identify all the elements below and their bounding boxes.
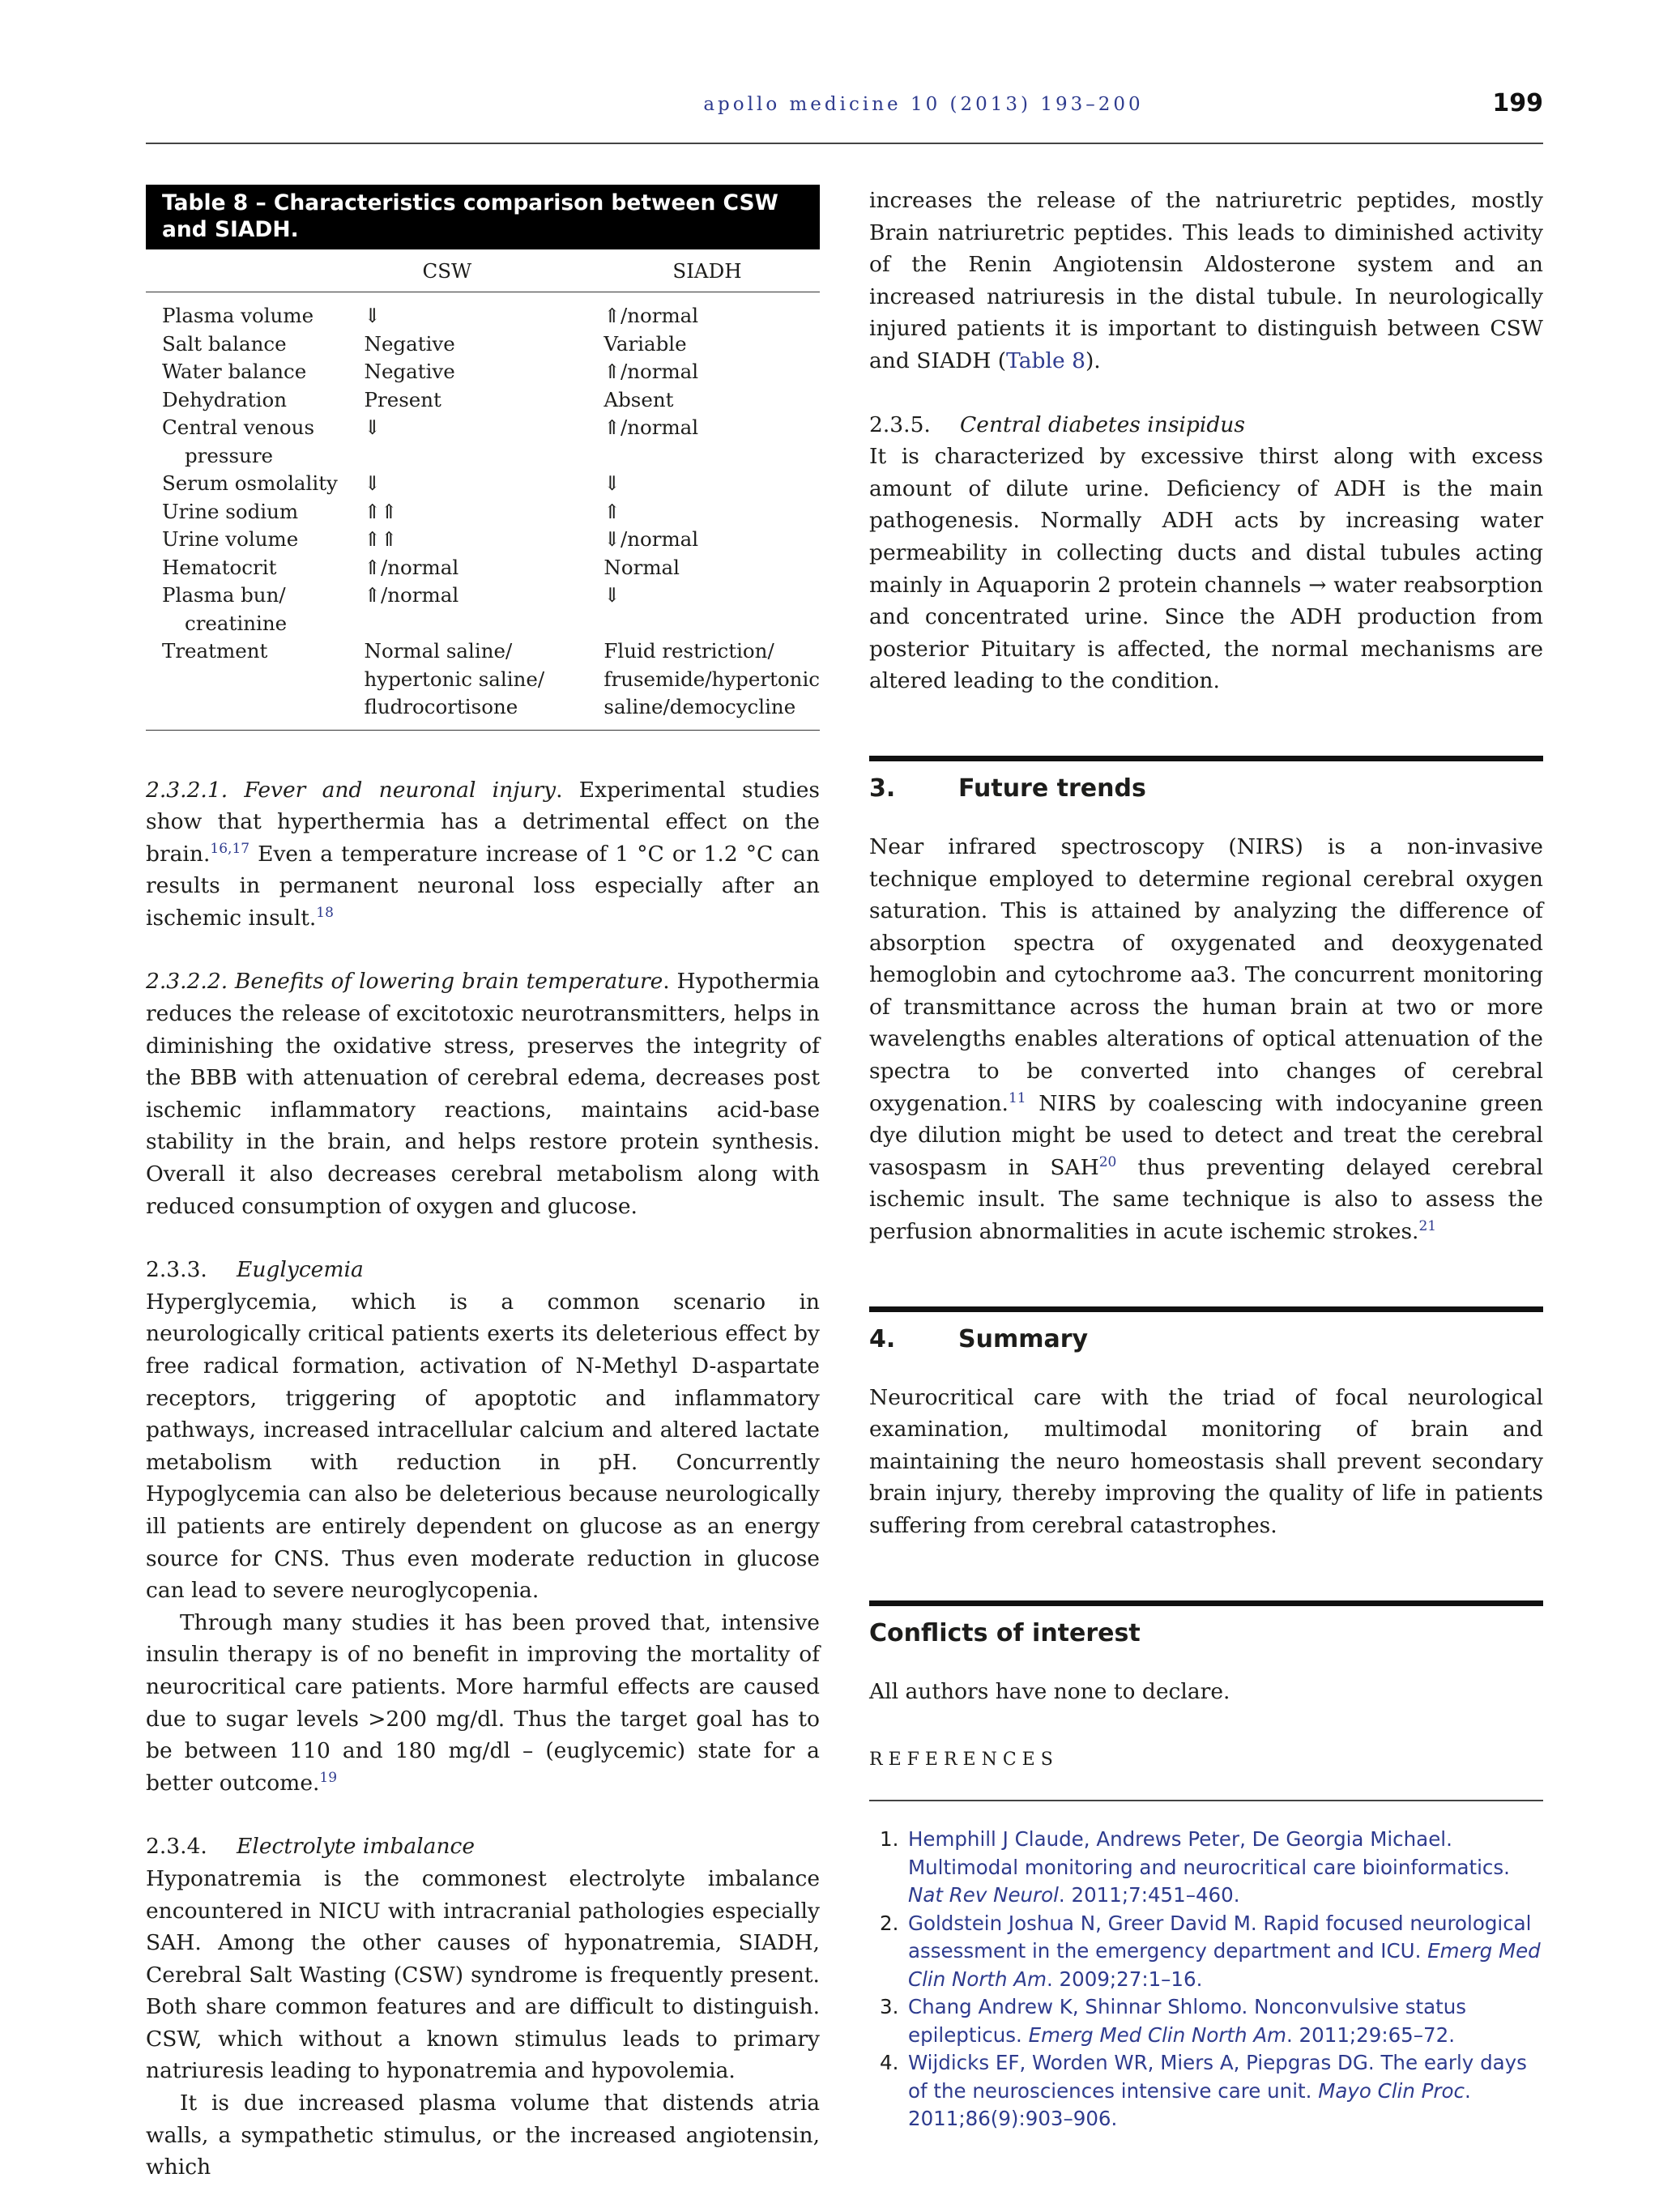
table-row [146,330,820,359]
table-cell: Present [364,387,441,411]
paragraph: Neurocritical care with the triad of focal neurological examination, multimodal monitoring of brain and maintaining the neuro homeostasis shall prevent secondary brain injury, thereby improving the quality of life in patients suffering from cerebral catastrophes. [869,1384,1543,1538]
table-cell: ⇑/normal [603,360,699,383]
reference-item[interactable] [869,1910,1543,1994]
reference-list [869,1826,1543,2133]
paragraph-text: . Experimental studies show that hyperthermia has a detrimental effect on the brain. [146,777,820,867]
paragraph-hypothermia [146,965,820,1222]
table-cell: ⇑⇑ [364,499,398,523]
section-number: 3. [869,774,896,803]
section-title: Central diabetes insipidus [960,411,1245,437]
table-cell: ⇑/normal [603,304,699,327]
journal-citation: apollo medicine 10 (2013) 193–200 [703,94,1144,115]
table-row [146,637,820,730]
table-cell: Plasma bun/ creatinine [162,583,288,635]
paragraph-text: increases the release of the natriuretric peptides, mostly Brain natriuretric peptides. This leads to diminished activity of the Renin Angiotensin Aldosterone system and an increased natriuresis in the distal tubule. In neurologically injured patients it is important to distinguish between CSW and SIADH ( [869,188,1543,373]
table-cell: Serum osmolality [162,471,338,495]
table-cell: ⇑/normal [364,583,459,607]
table-cell: Plasma volume [162,304,314,327]
paragraph-text: NIRS by coalescing with indocyanine green dye dilution might be used to detect and treat the cerebral vasospasm in SAH [869,1090,1543,1180]
table-cell: Normal [603,555,680,579]
reference-text: Wijdicks EF, Worden WR, Miers A, Piepgras DG. The early days of the neurosciences intensive care unit. [908,2051,1527,2103]
references-heading: REFERENCES [869,1750,1059,1771]
reference-journal: Mayo Clin Proc [1318,2078,1465,2103]
section-rule [869,1600,1543,1606]
conflicts-heading: Conflicts of interest [869,1618,1141,1647]
reference-details: . 2011;86(9):903–906. [908,2078,1471,2131]
left-column [146,185,820,2184]
reference-journal: Emerg Med Clin North Am [1028,2022,1286,2047]
table-cell: Treatment [162,639,268,663]
page-number: 199 [1492,89,1543,117]
reference-details: . 2011;29:65–72. [1286,2022,1455,2047]
table-8 [146,185,820,731]
section-heading-diabetes-insipidus [869,409,1543,441]
section-rule [869,1306,1543,1312]
table-cell: ⇑/normal [364,555,459,579]
table-cell: Fluid restriction/ frusemide/hypertonic saline/democycline [603,639,821,718]
section-number: 4. [869,1324,896,1353]
table-cell: ⇓/normal [603,527,699,551]
table-cell: ⇓ [364,471,382,495]
table-cell: Hematocrit [162,555,277,579]
citation-ref[interactable]: 21 [1418,1218,1437,1235]
section-heading-euglycemia [146,1254,820,1286]
table-row [146,386,820,415]
paragraph: Hyperglycemia, which is a common scenario in neurologically critical patients exerts its deleterious effect by free radical formation, activation of N-Methyl D-aspartate receptors, triggering of apoptotic and inflammatory pathways, increased intracellular calcium and altered lactate metabolism with reduction in pH. Concurrently Hypoglycemia can also be deleterious because neurologically ill patients are entirely dependent on glucose as an energy source for CNS. Thus even moderate reduction in glucose can lead to severe neuroglycopenia. [146,1289,820,1604]
paragraph [146,1607,820,1800]
citation-ref[interactable]: 11 [1008,1089,1026,1106]
paragraph-text: ). [1085,347,1101,373]
subsection-heading: 2.3.2.1. Fever and neuronal injury [146,777,557,803]
reference-item[interactable] [869,1826,1543,1910]
section-rule [869,756,1543,761]
section-number: 2.3.5. [869,411,931,437]
table-cell: Variable [603,331,687,356]
section-heading-future-trends [869,773,1543,805]
citation-ref[interactable]: 16,17 [210,840,250,857]
table-cell: Central venous pressure [162,416,315,467]
table-cell: Absent [603,387,674,411]
reference-number: 3. [880,1995,899,2019]
column-header [146,249,365,292]
section-number: 2.3.3. [146,1257,207,1283]
section-title: Summary [958,1324,1089,1353]
section-number: 2.3.4. [146,1834,207,1860]
citation-ref[interactable]: 19 [319,1769,338,1786]
table-cell: ⇑ [603,499,621,523]
column-header: CSW [365,249,604,292]
table-cell: Urine sodium [162,499,299,523]
section-title: Euglycemia [237,1257,364,1283]
reference-journal: Emerg Med Clin North Am [908,1939,1541,1991]
table-row [146,526,820,554]
paragraph-fever [146,774,820,935]
paragraph: It is due increased plasma volume that distends atria walls, a sympathetic stimulus, or the increased angiotensin, which [146,2091,820,2180]
paragraph-text: Near infrared spectroscopy (NIRS) is a non-invasive technique employed to determine regional cerebral oxygen saturation. This is attained by analyzing the difference of absorption spectra of oxygenated and deoxygenated hemoglobin and cytochrome aa3. The concurrent monitoring of transmittance across the human brain at two or more wavelengths enables alterations of optical attenuation of the spectra to be converted into changes of cerebral oxygenation. [869,833,1543,1116]
table-cell: ⇑⇑ [364,527,398,551]
paragraph: Hyponatremia is the commonest electrolyte imbalance encountered in NICU with intracranial pathologies especially SAH. Among the other causes of hyponatremia, SIADH, Cerebral Salt Wasting (CSW) syndrome is frequently present. Both share common features and are difficult to distinguish. CSW, which without a known stimulus leads to primary natriuresis leading to hyponatremia and hypovolemia. [146,1865,820,2084]
table-link[interactable]: Table 8 [1006,347,1085,373]
table-cell: Urine volume [162,527,299,551]
conflicts-text: All authors have none to declare. [869,1678,1230,1704]
running-header [146,89,1543,144]
column-header: SIADH [603,249,820,292]
reference-details: . 2009;27:1–16. [1046,1967,1203,1991]
paragraph-continued [869,185,1543,377]
comparison-table [146,249,820,730]
reference-item[interactable] [869,1993,1543,2049]
table-header-row [146,249,820,292]
paragraph: It is characterized by excessive thirst along with excess amount of dilute urine. Deficiency of ADH is the main pathogenesis. Normally ADH acts by increasing water permeability in collecting ducts and distal tubules acting mainly in Aquaporin 2 protein channels → water reabsorption and concentrated urine. Since the ADH production from posterior Pituitary is affected, the normal mechanisms are altered leading to the condition. [869,444,1543,694]
right-column [869,185,1543,2133]
paragraph-text: . Hypothermia reduces the release of excitotoxic neurotransmitters, helps in diminishing the oxidative stress, preserves the integrity of the BBB with attenuation of cerebral edema, decreases post ischemic inflammatory reactions, maintains acid-base stability in the brain, and helps restore protein synthesis. Overall it also decreases cerebral metabolism along with reduced consumption of oxygen and glucose. [146,969,820,1219]
table-cell: ⇓ [603,471,621,495]
table-cell: Dehydration [162,387,287,411]
table-row [146,470,820,498]
reference-item[interactable] [869,2049,1543,2133]
reference-number: 4. [880,2051,899,2075]
paragraph-text: thus preventing delayed cerebral ischemic insult. The same technique is also to assess the perfusion abnormalities in acute ischemic strokes. [869,1154,1543,1245]
reference-text: Hemphill J Claude, Andrews Peter, De Georgia Michael. Multimodal monitoring and neurocritical care bioinformatics. [908,1827,1510,1879]
table-row [146,554,820,582]
citation-ref[interactable]: 18 [316,905,334,922]
table-cell: ⇑/normal [603,416,699,439]
paragraph-text: Through many studies it has been proved that, intensive insulin therapy is of no benefit in improving the mortality of neurocritical care patients. More harmful effects are caused due to sugar levels >200 mg/dl. Thus the target goal has to be between 110 and 180 mg/dl – (euglycemic) state for a better outcome. [146,1609,820,1796]
section-title: Future trends [958,774,1146,803]
table-cell: Water balance [162,360,307,383]
table-title: Table 8 – Characteristics comparison between CSW and SIADH. [146,185,820,249]
paragraph-nirs [869,831,1543,1248]
reference-journal: Nat Rev Neurol [908,1883,1059,1907]
table-row [146,582,820,637]
reference-text: Goldstein Joshua N, Greer David M. Rapid focused neurological assessment in the emergency department and ICU. [908,1911,1532,1963]
table-row [146,292,820,330]
table-row [146,358,820,386]
table-row [146,414,820,470]
table-cell: Negative [364,360,455,383]
citation-ref[interactable]: 20 [1098,1154,1117,1171]
table-cell: ⇓ [364,416,382,439]
section-title: Electrolyte imbalance [237,1834,476,1860]
table-cell: ⇓ [603,583,621,607]
table-cell: ⇓ [364,304,382,327]
table-cell: Salt balance [162,331,287,356]
section-heading-summary [869,1323,1543,1356]
table-cell: Normal saline/ hypertonic saline/ fludrocortisone [364,639,545,718]
table-row [146,498,820,526]
reference-details: . 2011;7:451–460. [1058,1883,1240,1907]
table-cell: Negative [364,331,455,356]
reference-text: Chang Andrew K, Shinnar Shlomo. Nonconvulsive status epilepticus. [908,1995,1467,2047]
reference-number: 2. [880,1911,899,1935]
reference-number: 1. [880,1827,899,1852]
paragraph-text: Even a temperature increase of 1 °C or 1.2 °C can results in permanent neuronal loss especially after an ischemic insult. [146,841,820,931]
section-heading-electrolyte [146,1831,820,1863]
subsection-heading: 2.3.2.2. Benefits of lowering brain temperature [146,969,663,995]
